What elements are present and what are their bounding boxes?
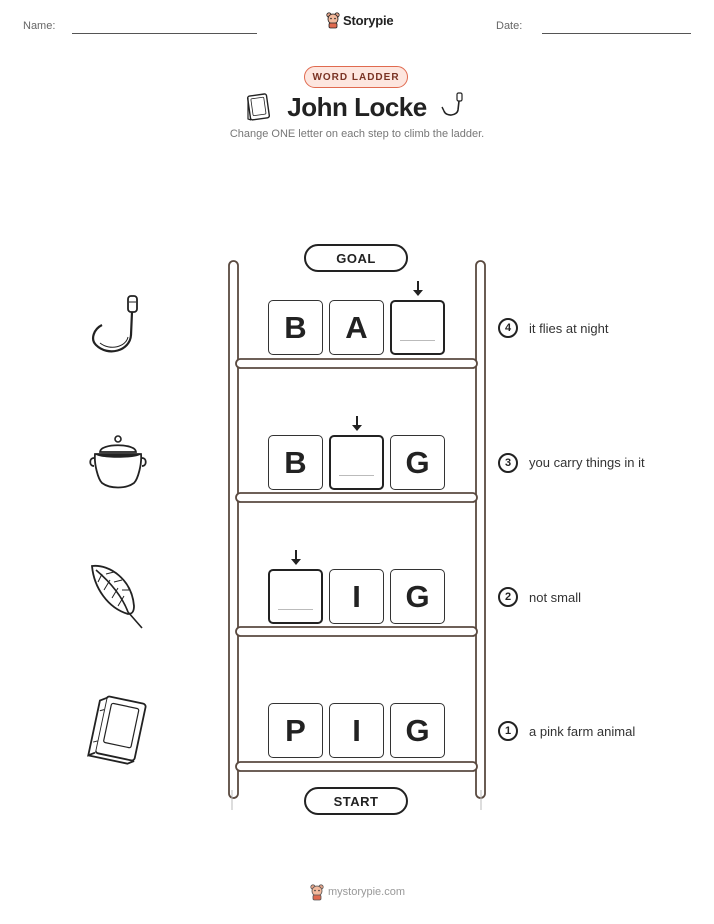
blank-letter-tile[interactable] — [329, 435, 384, 490]
clue-text: a pink farm animal — [529, 724, 636, 739]
start-label: START — [304, 787, 408, 815]
clue-text: not small — [529, 590, 582, 605]
clue-text: it flies at night — [529, 321, 609, 336]
footer-url[interactable]: mystorypie.com — [328, 886, 406, 898]
letter-tile: I — [329, 703, 384, 758]
hook-icon — [88, 293, 146, 359]
arrow-down-icon — [350, 415, 364, 433]
letter-tile: B — [268, 435, 323, 490]
step-number: 3 — [498, 453, 518, 473]
page-title: John Locke — [287, 92, 427, 122]
letter-tile: B — [268, 300, 323, 355]
letter-tile: G — [390, 435, 445, 490]
arrow-down-icon — [289, 549, 303, 567]
letter-tile: G — [390, 703, 445, 758]
blank-letter-tile[interactable] — [268, 569, 323, 624]
brand-name: Storypie — [343, 12, 394, 28]
blank-letter-tile[interactable] — [390, 300, 445, 355]
letter-tile: A — [329, 300, 384, 355]
step-number: 1 — [498, 721, 518, 741]
feather-icon — [88, 562, 148, 630]
step-number: 4 — [498, 318, 518, 338]
date-label: Date: — [496, 20, 523, 32]
book-icon — [86, 695, 150, 767]
goal-label: GOAL — [304, 244, 408, 272]
cooking-pot-icon — [88, 434, 148, 490]
arrow-down-icon — [411, 280, 425, 298]
footer — [310, 884, 405, 900]
letter-tile: I — [329, 569, 384, 624]
bear-mascot-icon — [310, 884, 324, 900]
page-subtitle: Change ONE letter on each step to climb the ladder. — [229, 128, 485, 140]
word-ladder-badge: WORD LADDER — [304, 66, 408, 88]
letter-tile: G — [390, 569, 445, 624]
name-label: Name: — [23, 20, 56, 32]
letter-tile: P — [268, 703, 323, 758]
clue-text: you carry things in it — [529, 455, 645, 470]
step-number: 2 — [498, 587, 518, 607]
